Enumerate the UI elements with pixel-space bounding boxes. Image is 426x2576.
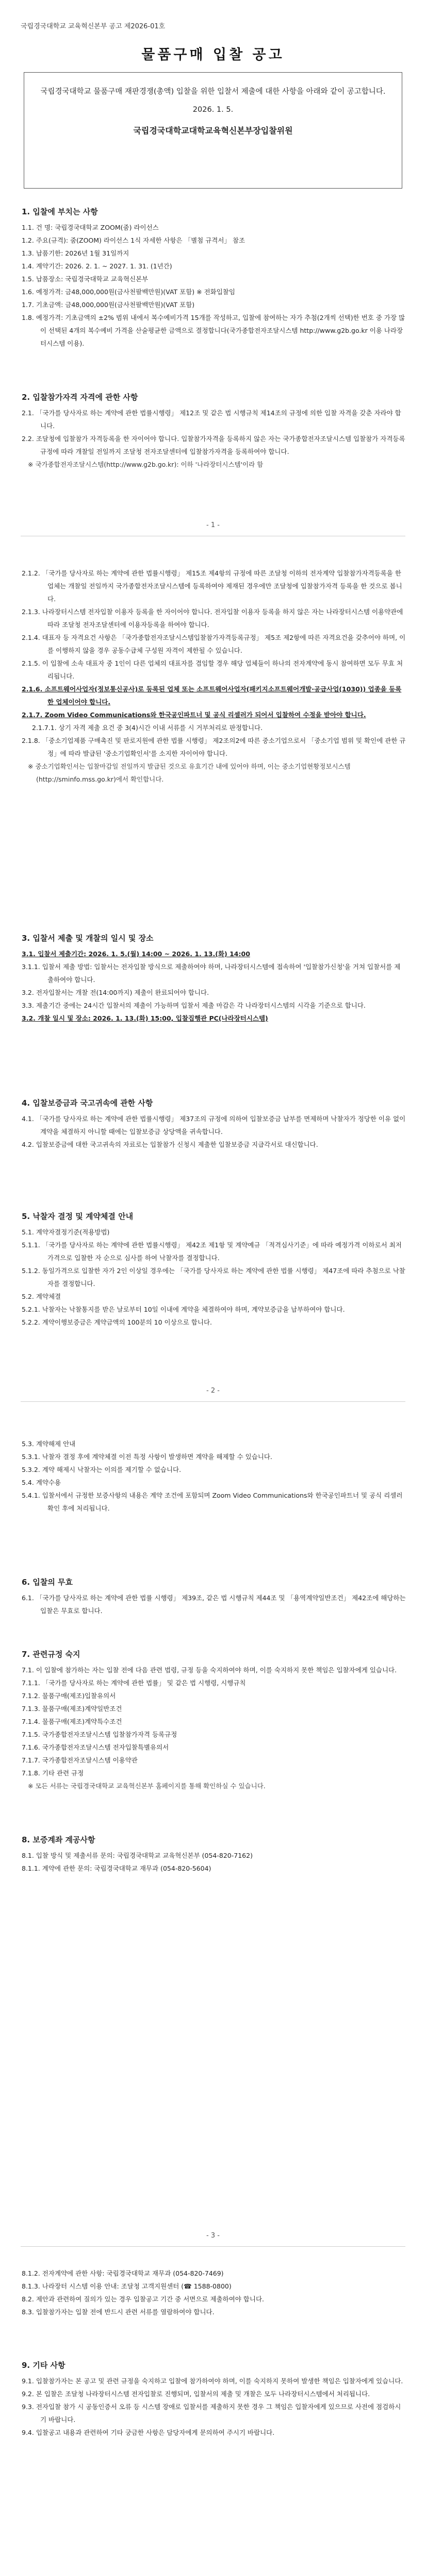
list-item: 7.1.4. 물품구매(제조)계약특수조건	[22, 1718, 122, 1725]
list-item: 9.4. 입찰공고 내용과 관련하여 기타 궁금한 사항은 담당자에게 문의하여 주시기 바랍니다.	[22, 2429, 275, 2436]
list-item: 2.1.4. 대표자 등 자격요건 사항은 「국가종합전자조달시스템입찰참가자격등록규정」 제5조 제2항에 따른 자격요건을 갖추어야 하며, 이를 이행하지 않을 경우 공동수급체 구성원 자격이 제한될 수 있습니다.	[22, 634, 406, 654]
list-item: 8.3. 입찰참가자는 입찰 전에 반드시 관련 서류를 열람하여야 합니다.	[22, 2308, 215, 2316]
list-item: 9.2. 본 입찰은 조달청 나라장터시스템 전자입찰로 진행되며, 입찰서의 제출 및 개찰은 모두 나라장터시스템에서 처리됩니다.	[22, 2390, 370, 2398]
list-item: 2.1.3. 나라장터시스템 전자입찰 이용자 등록을 한 자이어야 합니다. 전자입찰 이용자 등록을 하지 않은 자는 나라장터시스템 이용약관에 따라 조달청 전자조달센터에 이용자등록을 하여야 합니다.	[22, 608, 403, 629]
list-item: 2.1.2. 「국가를 당사자로 하는 계약에 관한 법률시행령」 제15조 제4항의 규정에 따른 조달청 이하의 전자계약 입찰참가자격등록을 한 업체는 개찰일 전일까지 국가종합전자조달시스템에 등록하여야 제재된 경우에만 조달청에 입찰참가자격 등록을 한 것으로 봅니다.	[22, 569, 402, 603]
page-number: - 3 -	[206, 2232, 220, 2240]
section-9	[22, 2360, 406, 2439]
list-item: 8.2. 제안과 관련하여 질의가 있는 경우 입찰공고 기간 중 서면으로 제출하여야 합니다.	[22, 2295, 265, 2303]
list-item: 5.3. 계약해제 안내	[22, 1440, 76, 1448]
note-text: ※ 국가종합전자조달시스템(http://www.g2b.go.kr): 이하 '나라장터시스템'이라 함	[28, 461, 264, 468]
list-item: 2.1.8. 「중소기업제품 구매촉진 및 판로지원에 관한 법률 시행령」 제2조의2에 따른 중소기업으로서 「중소기업 범위 및 확인에 관한 규정」에 따라 발급된 '중소기업확인서'를 소지한 자이어야 합니다.	[22, 737, 406, 757]
list-item: 2.1.6. 소프트웨어사업자(정보통신공사)로 등록된 업체 또는 소프트웨어사업자(패키지소프트웨어개발·공급사업(1030)) 업종을 등록한 업체이어야 합니다.	[22, 685, 402, 706]
section-heading: 4. 입찰보증금과 국고귀속에 관한 사항	[22, 1098, 153, 1108]
list-item: 7.1.8. 기타 관련 규정	[22, 1769, 84, 1777]
list-item: 8.1.1. 계약에 관한 문의: 국립경국대학교 재무과 (054-820-5604)	[22, 1865, 211, 1872]
list-item: 7.1.7. 국가종합전자조달시스템 이용약관	[22, 1756, 138, 1764]
list-item: 8.1.2. 전자계약에 관한 사항: 국립경국대학교 재무과 (054-820-7469)	[22, 2269, 224, 2277]
list-item: 1.8. 예정가격: 기초금액의 ±2% 범위 내에서 복수예비가격 15개를 작성하고, 입찰에 참여하는 자가 추첨(2개씩 선택)한 번호 중 가장 많이 선택된 4개의 복수예비 가격을 산술평균한 금액으로 결정합니다(국가종합전자조달시스템 http://www.g2b.go.kr 이용 나라장터시스템 이용).	[22, 314, 405, 347]
list-item: 2.2. 조달청에 입찰참가 자격등록을 한 자이어야 합니다. 입찰참가자격을 등록하지 않은 자는 국가종합전자조달시스템 입찰참가 자격등록 규정에 따라 개찰일 전일까지 조달청 전자조달센터에 입찰참가자격을 등록하여야 합니다.	[22, 435, 405, 455]
list-item: 9.1. 입찰참가자는 본 공고 및 관련 규정을 숙지하고 입찰에 참가하여야 하며, 이를 숙지하지 못하여 발생한 책임은 입찰자에게 있습니다.	[22, 2377, 403, 2385]
list-item: 2.1.7. Zoom Video Communications와 한국공인파트너 및 공식 리셀러가 되어서 입찰하여 수정을 받아야 합니다.	[22, 711, 366, 719]
section-heading: 7. 관련규정 숙지	[22, 1650, 80, 1659]
list-item: 5.3.2. 계약 해제시 낙찰자는 이의를 제기할 수 없습니다.	[22, 1466, 182, 1473]
list-item: 5.3.1. 낙찰자 결정 후에 계약체결 이전 특정 사항이 발생하면 계약을 해제할 수 있습니다.	[22, 1453, 272, 1461]
page-title: 물품구매 입찰 공고	[141, 47, 285, 63]
list-item: 7.1.1. 「국가를 당사자로 하는 계약에 관한 법률」 및 같은 법 시행령, 시행규칙	[22, 1679, 246, 1687]
section-6	[22, 1577, 406, 1617]
section-heading: 8. 보증계좌 계공사항	[22, 1835, 95, 1844]
list-item: 8.1. 입찰 방식 및 제출서류 문의: 국립경국대학교 교육혁신본부 (054-820-7162)	[22, 1852, 253, 1859]
note-text: ※ 모든 서류는 국립경국대학교 교육혁신본부 홈페이지를 통해 확인하실 수 있습니다.	[28, 1782, 266, 1790]
list-item: 2.1.5. 이 입찰에 소속 대표자 중 1인이 다른 업체의 대표자를 겸임할 경우 해당 업체들이 하나의 전자계약에 동시 참여하면 모두 무효 처리됩니다.	[22, 659, 403, 680]
list-item: 3.2. 개찰 일시 및 장소: 2026. 1. 13.(화) 15:00, 입찰집행관 PC(나라장터시스템)	[22, 1014, 268, 1022]
list-item: 7.1.6. 국가종합전자조달시스템 전자입찰특별유의서	[22, 1743, 169, 1751]
list-item: 7.1.5. 국가종합전자조달시스템 입찰참가자격 등록규정	[22, 1731, 177, 1738]
section-5-cont	[22, 1437, 406, 1515]
section-heading: 3. 입찰서 제출 및 개찰의 일시 및 장소	[22, 934, 154, 943]
list-item: 7.1.2. 물품구매(제조)입찰유의서	[22, 1692, 116, 1700]
list-item: 5.1. 계약자결정기준(적용방법)	[22, 1228, 110, 1236]
page-divider	[21, 2246, 405, 2247]
page-number: - 2 -	[206, 1387, 220, 1395]
section-2-cont	[22, 567, 406, 786]
page-number: - 1 -	[206, 521, 220, 529]
section-heading: 6. 입찰의 무효	[22, 1578, 73, 1587]
notice-box	[24, 72, 402, 189]
list-item: 7.1.3. 물품구매(제조)계약일반조건	[22, 1705, 122, 1713]
section-5	[22, 1211, 406, 1329]
list-item: 3.1. 입찰서 제출기간: 2026. 1. 5.(월) 14:00 ~ 2026. 1. 13.(화) 14:00	[22, 950, 250, 958]
list-item: 4.1. 「국가를 당사자로 하는 계약에 관한 법률시행령」 제37조의 규정에 의하여 입찰보증금 납부를 면제하며 낙찰자가 정당한 이유 없이 계약을 체결하지 아니할 때에는 입찰보증금 상당액을 귀속합니다.	[22, 1115, 406, 1136]
section-heading: 1. 입찰에 부치는 사항	[22, 207, 98, 216]
list-item: 7.1. 이 입찰에 참가하는 자는 입찰 전에 다음 관련 법령, 규정 등을 숙지하여야 하며, 이를 숙지하지 못한 책임은 입찰자에게 있습니다.	[22, 1666, 397, 1674]
list-item: 5.4.1. 입찰서에서 규정한 보증사항의 내용은 계약 조건에 포함되며 Zoom Video Communications와 한국공인파트너 및 공식 리셀러 확인 후에 처리됩니다.	[22, 1492, 403, 1512]
list-item: 3.3. 제출기간 중에는 24시간 입찰서의 제출이 가능하며 입찰서 제출 마감은 각 나라장터시스템의 시각을 기준으로 합니다.	[22, 1002, 366, 1009]
list-item: 4.2. 입찰보증금에 대한 국고귀속의 자료로는 입찰참가 신청시 제출한 입찰보증금 지급각서로 대신합니다.	[22, 1141, 318, 1148]
section-4	[22, 1097, 406, 1151]
list-item: 5.1.2. 동일가격으로 입찰한 자가 2인 이상일 경우에는 「국가를 당사자로 하는 계약에 관한 법률 시행령」 제47조에 따라 추첨으로 낙찰자를 결정합니다.	[22, 1267, 405, 1287]
section-heading: 5. 낙찰자 결정 및 계약체결 안내	[22, 1212, 134, 1221]
list-item: 5.4. 계약수용	[22, 1479, 61, 1486]
list-item: 6.1. 「국가를 당사자로 하는 계약에 관한 법률 시행령」 제39조, 같은 법 시행규칙 제44조 및 「용역계약일반조건」 제42조에 해당하는 입찰은 무효로 합니다.	[22, 1594, 406, 1615]
list-item: 3.1.1. 입찰서 제출 방법: 입찰서는 전자입찰 방식으로 제출하여야 하며, 나라장터시스템에 접속하여 '입찰참가신청'을 거쳐 입찰서를 제출하여야 합니다.	[22, 963, 401, 984]
notice-intro: 국립경국대학교 물품구매 재판경쟁(총액) 입찰을 위한 입찰서 제출에 대한 사항을 아래와 같이 공고합니다.	[40, 88, 386, 96]
list-item: 1.2. 주요(규격): 줌(ZOOM) 라이선스 1식 자세한 사항은 「별첨 규격서」 참조	[22, 236, 245, 244]
section-8	[22, 1834, 406, 1875]
list-item: 1.5. 납품장소: 국립경국대학교 교육혁신본부	[22, 275, 149, 283]
list-item: 5.2. 계약체결	[22, 1293, 61, 1300]
list-item: 3.2. 전자입찰서는 개찰 전(14:00까지) 제출이 완료되어야 합니다.	[22, 989, 209, 996]
list-item: 2.1. 「국가를 당사자로 하는 계약에 관한 법률시행령」 제12조 및 같은 법 시행규칙 제14조의 규정에 의한 입찰 자격을 갖춘 자라야 합니다.	[22, 409, 401, 430]
list-item: 5.1.1. 「국가를 당사자로 하는 계약에 관한 법률시행령」 제42조 제1항 및 계약예규 「적격심사기준」에 따라 예정가격 이하로서 최저가격으로 입찰한 자 순으로 심사를 하여 낙찰자를 결정합니다.	[22, 1241, 402, 1262]
list-item: 2.1.7.1. 상기 자격 제출 요건 중 3(4)시간 이내 서류를 시 거부처리로 판정합니다.	[32, 724, 263, 732]
list-item: 1.4. 계약기간: 2026. 2. 1. ~ 2027. 1. 31. (1년간)	[22, 262, 172, 270]
section-1	[22, 206, 406, 350]
section-heading: 9. 기타 사항	[22, 2361, 65, 2370]
section-2	[22, 392, 406, 471]
note-text: ※ 중소기업확인서는 입찰마감일 전일까지 발급된 것으로 유효기간 내에 있어야 하며, 이는 중소기업현황정보시스템(http://sminfo.mss.go.kr)에서 확인합니다.	[28, 762, 351, 783]
list-item: 5.2.1. 낙찰자는 낙찰통지를 받은 날로부터 10일 이내에 계약을 체결하여야 하며, 계약보증금을 납부하여야 합니다.	[22, 1306, 345, 1313]
notice-issuer: 국립경국대학교대학교육혁신본부장입찰위원	[133, 126, 293, 135]
section-3	[22, 933, 406, 1025]
list-item: 1.1. 건 명: 국립경국대학교 ZOOM(줌) 라이선스	[22, 224, 159, 231]
list-item: 1.7. 기초금액: 금48,000,000원(금사천팔백만원)(VAT 포함)	[22, 301, 195, 309]
list-item: 5.2.2. 계약이행보증금은 계약금액의 100분의 10 이상으로 합니다.	[22, 1318, 212, 1326]
section-heading: 2. 입찰참가자격 자격에 관한 사항	[22, 393, 138, 402]
page-divider	[21, 1401, 405, 1402]
section-7	[22, 1649, 406, 1792]
doc-number: 국립경국대학교 교육혁신본부 공고 제2026-01호	[21, 23, 166, 30]
list-item: 1.6. 예정가격: 금48,000,000원(금사천팔백만원)(VAT 포함) ※ 전화입찰임	[22, 288, 235, 296]
list-item: 1.3. 납품기한: 2026년 1월 31일까지	[22, 249, 129, 257]
list-item: 8.1.3. 나라장터 시스템 이용 안내: 조달청 고객지원센터 (☎ 1588-0800)	[22, 2282, 232, 2290]
notice-date: 2026. 1. 5.	[192, 106, 234, 114]
list-item: 9.3. 전자입찰 참가 시 공동인증서 오류 등 시스템 장애로 입찰서를 제출하지 못한 경우 그 책임은 입찰자에게 있으므로 사전에 점검하시기 바랍니다.	[22, 2403, 401, 2424]
section-8-cont	[22, 2267, 406, 2318]
